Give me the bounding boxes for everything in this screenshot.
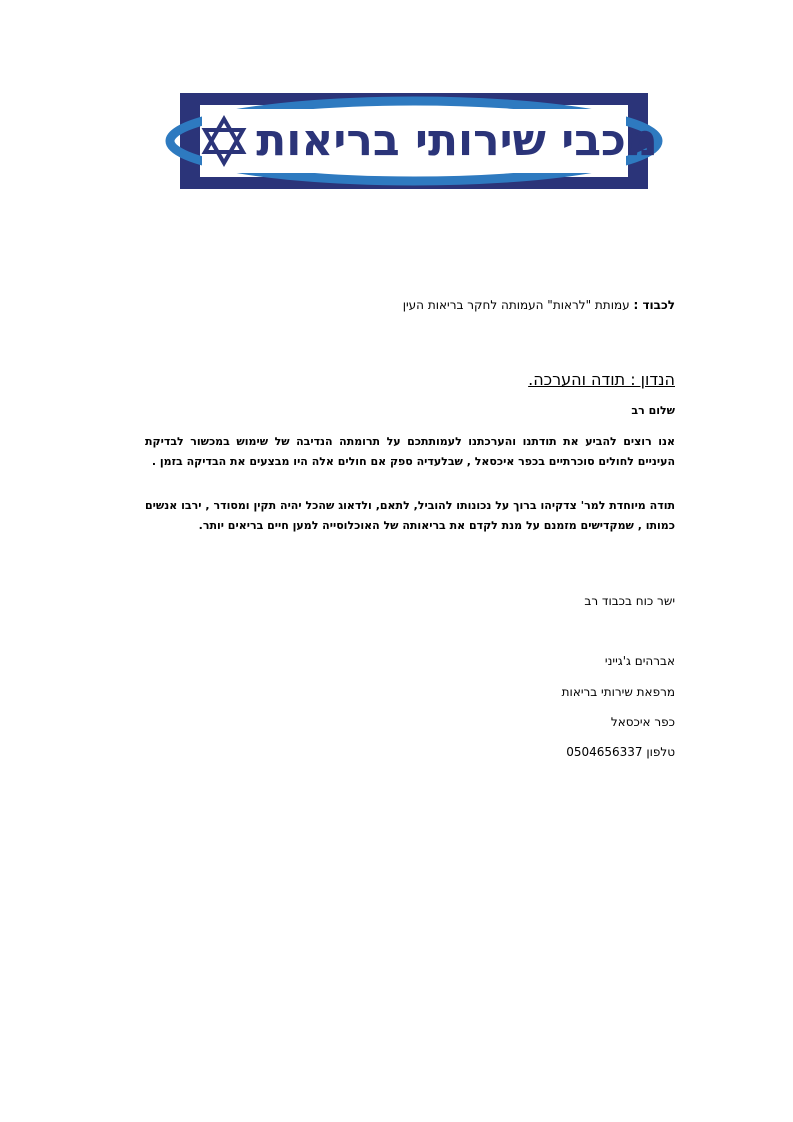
recipient-label: לכבוד : xyxy=(633,298,675,312)
recipient-value: עמותת "לראות" העמותה לחקר בריאות העין xyxy=(402,298,630,312)
recipient-line xyxy=(403,298,675,312)
signer-organization: מרפאת שירותי בריאות xyxy=(561,685,675,699)
signer-phone: טלפון 0504656337 xyxy=(566,745,675,759)
body-paragraph-2: תודה מיוחדת למר' צדקיהו ברוך על נכונותו להוביל, לתאם, ולדאוג שהכל יהיה תקין ומסודר , ירבו אנשים כמותו , שמקדישים מזמנם על מנת לקדם את בריאותה של האוכלוסייה למען חיים בריאים יותר. xyxy=(145,499,675,532)
body-paragraph-1: אנו רוצים להביע את תודתנו והערכתנו לעמותתכם על תרומתה הנדיבה של שימוש במכשור לבדיקת העיניים לחולים סוכרתיים בכפר איכסאל , שבלעדיה ספק אם חולים אלה היו מבצעים את הבדיקה בזמן . xyxy=(145,435,675,468)
subject-line: הנדון : תודה והערכה. xyxy=(528,370,675,389)
signer-place: כפר איכסאל xyxy=(610,715,675,729)
greeting: שלום רב xyxy=(631,404,675,417)
maccabi-logo xyxy=(162,93,666,189)
logo-wordmark: מכבי שירותי בריאות xyxy=(256,115,658,166)
closing-line: ישר כוח בכבוד רב xyxy=(584,594,675,608)
signer-name: אברהים ג'גייני xyxy=(604,654,675,668)
